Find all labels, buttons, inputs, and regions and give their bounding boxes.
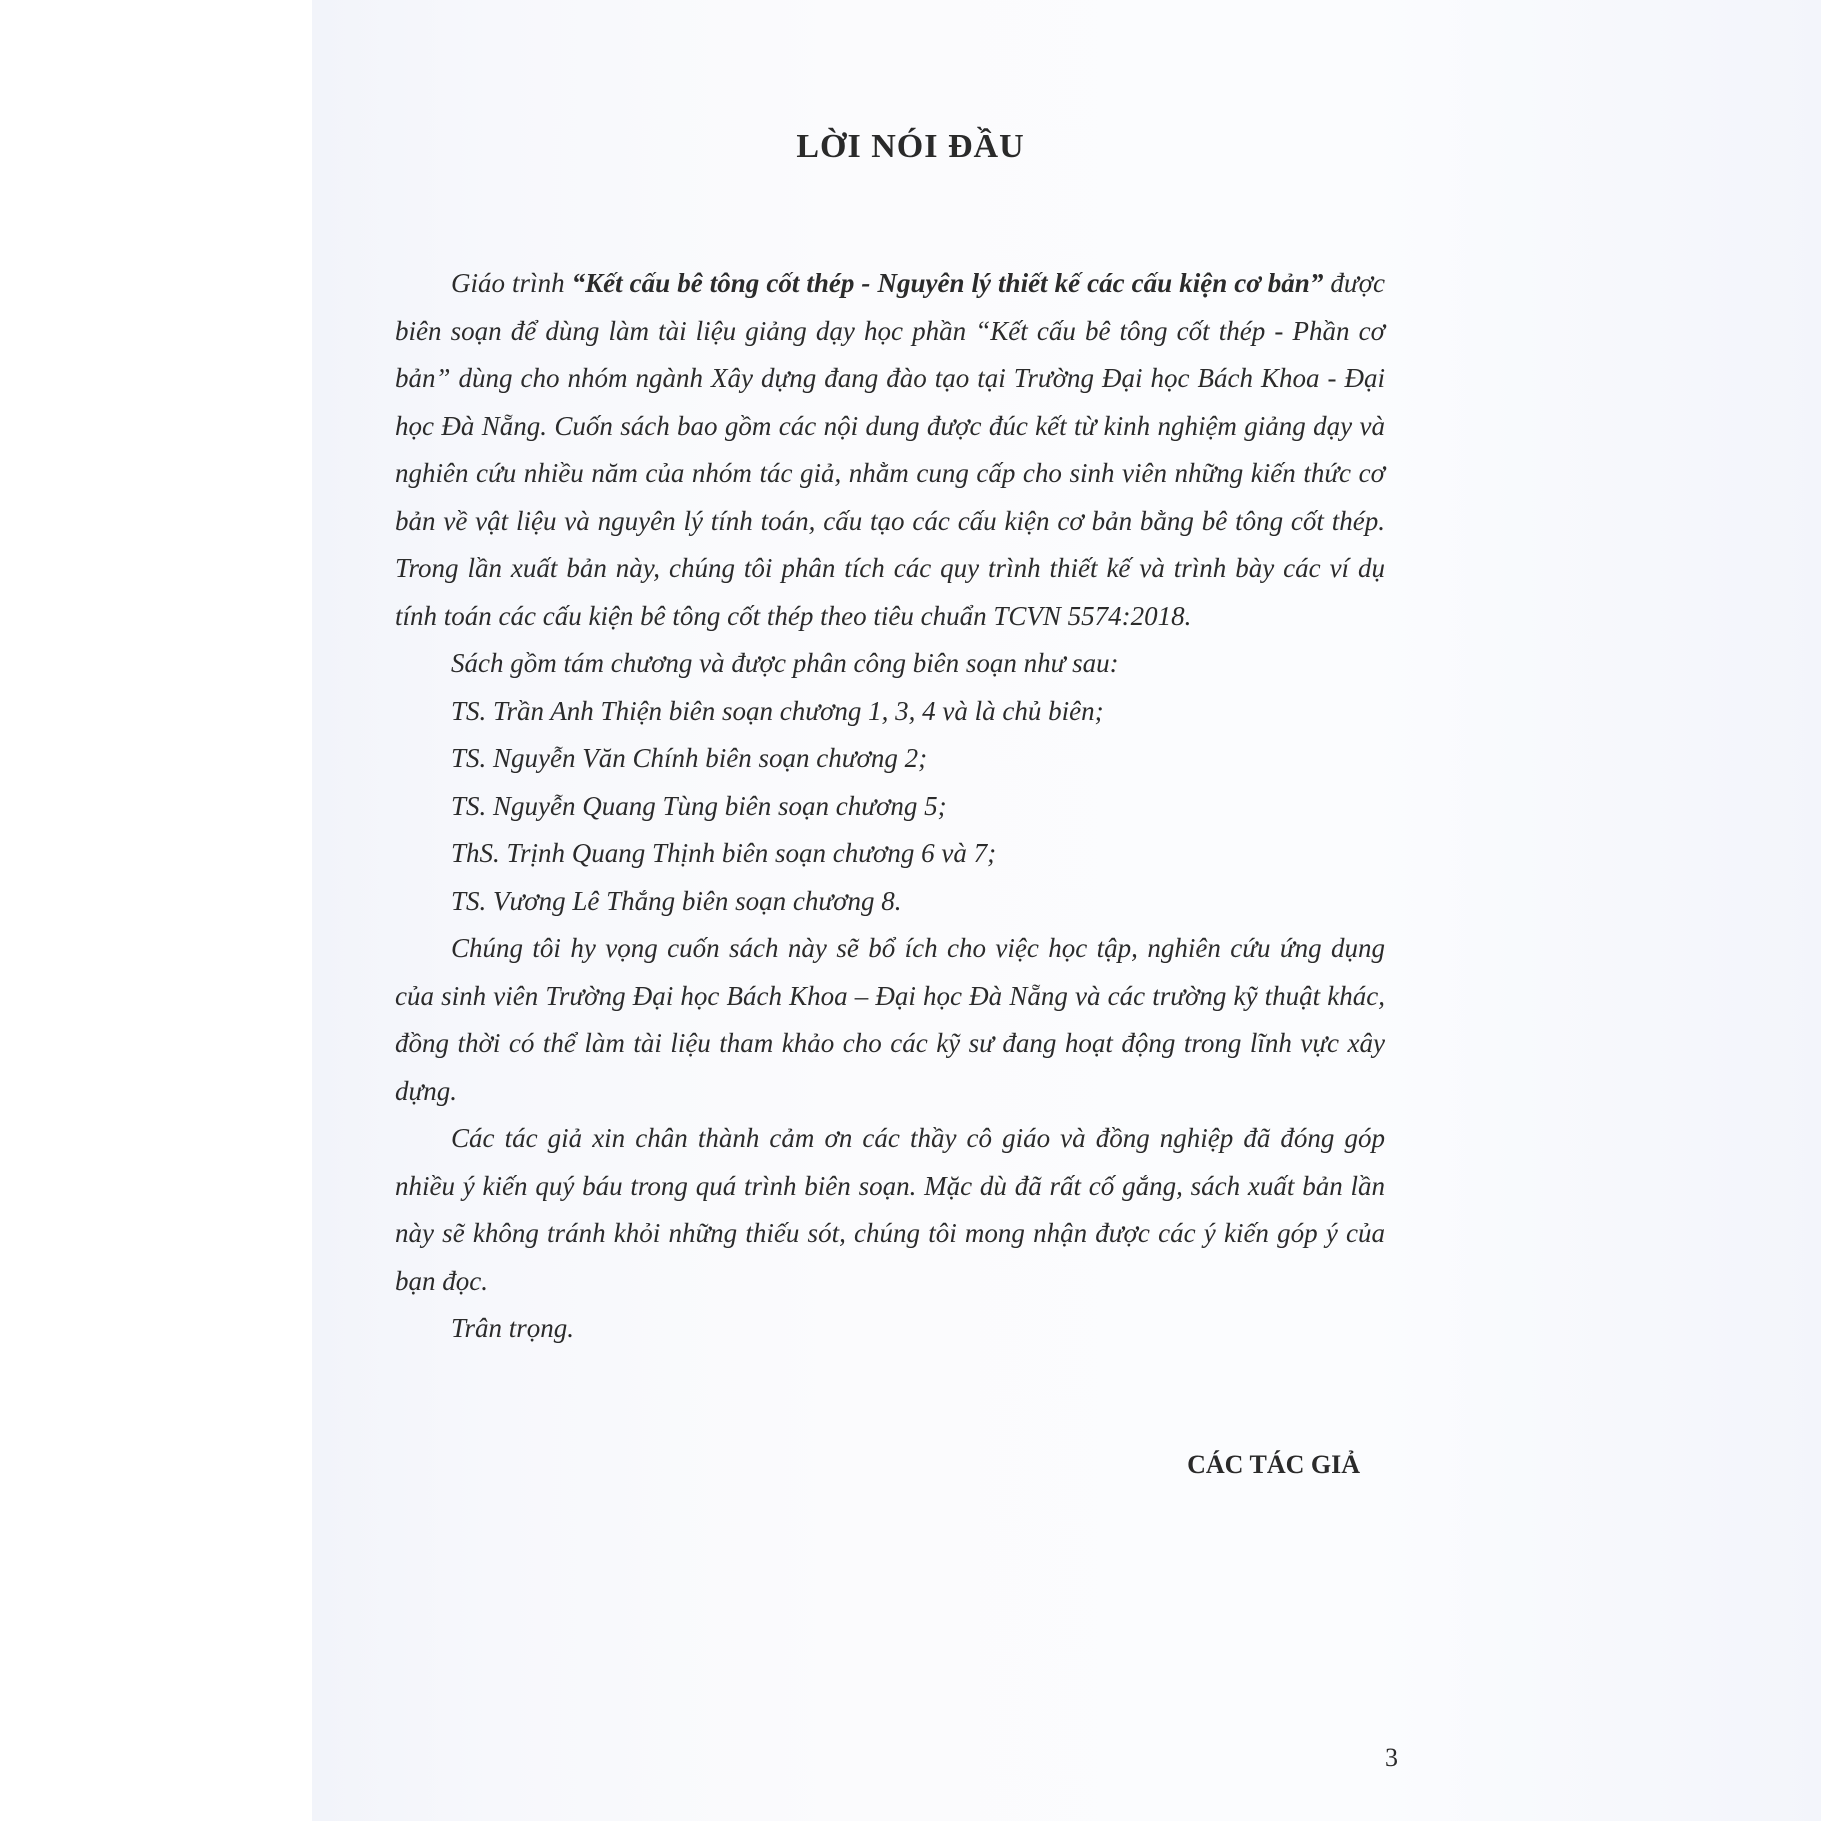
assignment-item: TS. Nguyễn Văn Chính biên soạn chương 2; — [451, 743, 928, 773]
page-number: 3 — [1385, 1743, 1398, 1772]
hope-paragraph: Chúng tôi hy vọng cuốn sách này sẽ bổ ích cho việc học tập, nghiên cứu ứng dụng của sinh viên Trường Đại học Bách Khoa – Đại học Đà Nẵng và các trường kỹ thuật khác, đồng thời có thể làm tài liệu tham khảo cho các kỹ sư đang hoạt động trong lĩnh vực xây dựng. — [395, 933, 1385, 1106]
intro-paragraph — [395, 260, 1385, 640]
assignment-item: TS. Nguyễn Quang Tùng biên soạn chương 5; — [451, 790, 947, 821]
chapters-intro: Sách gồm tám chương và được phân công biên soạn như sau: — [451, 648, 1119, 678]
preface-body — [395, 260, 1385, 1353]
assignment-item: TS. Trần Anh Thiện biên soạn chương 1, 3, 4 và là chủ biên; — [451, 695, 1104, 726]
thanks-paragraph: Các tác giả xin chân thành cảm ơn các thầy cô giáo và đồng nghiệp đã đóng góp nhiều ý kiến quý báu trong quá trình biên soạn. Mặc dù đã rất cố gắng, sách xuất bản lần này sẽ không tránh khỏi những thiếu sót, chúng tôi mong nhận được các ý kiến góp ý của bạn đọc. — [395, 1123, 1385, 1296]
intro-prefix: Giáo trình — [451, 268, 572, 298]
intro-text: được biên soạn để dùng làm tài liệu giảng dạy học phần “Kết cấu bê tông cốt thép - Phần cơ bản” dùng cho nhóm ngành Xây dựng đang đào tạo tại Trường Đại học Bách Khoa - Đại học Đà Nẵng. Cuốn sách bao gồm các nội dung được đúc kết từ kinh nghiệm giảng dạy và nghiên cứu nhiều năm của nhóm tác giả, nhằm cung cấp cho sinh viên những kiến thức cơ bản về vật liệu và nguyên lý tính toán, cấu tạo các cấu kiện cơ bản bằng bê tông cốt thép. Trong lần xuất bản này, chúng tôi phân tích các quy trình thiết kế và trình bày các ví dụ tính toán các cấu kiện bê tông cốt thép theo tiêu chuẩn TCVN 5574:2018. — [395, 268, 1386, 631]
closing-line: Trân trọng. — [451, 1313, 575, 1343]
authors-signature: CÁC TÁC GIẢ — [1187, 1450, 1360, 1479]
book-title: “Kết cấu bê tông cốt thép - Nguyên lý thiết kế các cấu kiện cơ bản” — [571, 268, 1324, 298]
assignment-item: ThS. Trịnh Quang Thịnh biên soạn chương 6 và 7; — [451, 838, 997, 868]
page-title: LỜI NÓI ĐẦU — [796, 128, 1025, 165]
assignment-item: TS. Vương Lê Thắng biên soạn chương 8. — [451, 885, 902, 916]
